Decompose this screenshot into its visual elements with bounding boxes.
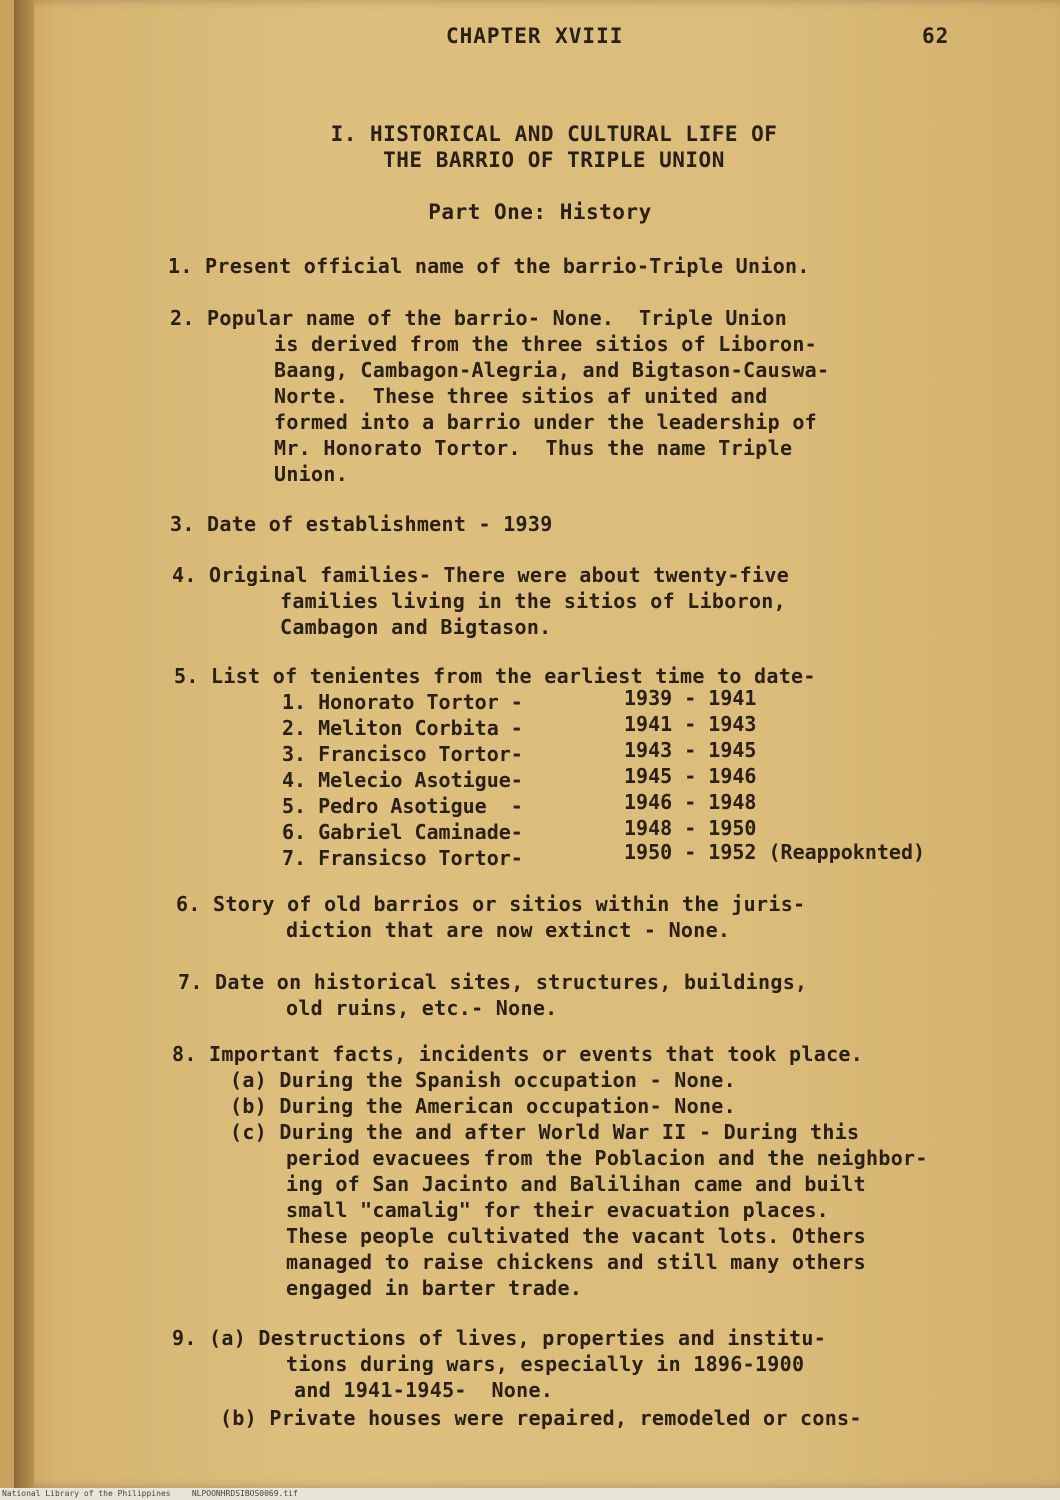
document-title-line2: THE BARRIO OF TRIPLE UNION (383, 148, 725, 172)
item-4-line: families living in the sitios of Liboron, (280, 589, 786, 613)
item-9-line: tions during wars, especially in 1896-1900 (286, 1352, 805, 1376)
teniente-name: 1. Honorato Tortor - (282, 690, 523, 714)
chapter-heading: CHAPTER XVIII (446, 24, 624, 48)
teniente-name: 3. Francisco Tortor- (282, 742, 523, 766)
teniente-name: 7. Fransicso Tortor- (282, 846, 523, 870)
teniente-years: 1948 - 1950 (624, 816, 757, 840)
item-8-line: managed to raise chickens and still many others (286, 1250, 867, 1274)
teniente-years: 1943 - 1945 (624, 738, 757, 762)
teniente-years: 1941 - 1943 (624, 712, 757, 736)
item-8-line: These people cultivated the vacant lots. Others (286, 1224, 867, 1248)
item-5-heading: 5. List of tenientes from the earliest time to date- (174, 664, 816, 688)
item-2-line: Baang, Cambagon-Alegria, and Bigtason-Causwa- (274, 358, 830, 382)
teniente-years: 1939 - 1941 (624, 686, 757, 710)
part-heading: Part One: History (428, 200, 652, 224)
page-number: 62 (922, 24, 950, 48)
item-7-line: old ruins, etc.- None. (286, 996, 558, 1020)
item-4-line: Cambagon and Bigtason. (280, 615, 552, 639)
item-4-line: 4. Original families- There were about twenty-five (172, 563, 790, 587)
footer-filename: NLPOONHRDSIBOS0069.tif (191, 1489, 298, 1498)
item-2-line: Norte. These three sitios af united and (274, 384, 768, 408)
item-2-line: Mr. Honorato Tortor. Thus the name Triple (274, 436, 793, 460)
teniente-name: 6. Gabriel Caminade- (282, 820, 523, 844)
item-8-line: 8. Important facts, incidents or events that took place. (172, 1042, 864, 1066)
item-8-line: small "camalig" for their evacuation places. (286, 1198, 830, 1222)
teniente-years: 1946 - 1948 (624, 790, 757, 814)
item-6-line: 6. Story of old barrios or sitios within the juris- (176, 892, 806, 916)
item-6-line: diction that are now extinct - None. (286, 918, 731, 942)
item-8-line: (c) During the and after World War II - During this (230, 1120, 860, 1144)
archive-footer (0, 1488, 1060, 1500)
teniente-years: 1945 - 1946 (624, 764, 757, 788)
item-1: 1. Present official name of the barrio-Triple Union. (168, 254, 810, 278)
item-2-line: 2. Popular name of the barrio- None. Triple Union (170, 306, 788, 330)
item-8-line: (b) During the American occupation- None. (230, 1094, 736, 1118)
teniente-name: 5. Pedro Asotigue - (282, 794, 523, 818)
item-8-line: ing of San Jacinto and Balilihan came and built (286, 1172, 867, 1196)
item-2-line: formed into a barrio under the leadership of (274, 410, 818, 434)
teniente-name: 2. Meliton Corbita - (282, 716, 523, 740)
footer-source: National Library of the Philippines (2, 1489, 171, 1498)
teniente-name: 4. Melecio Asotigue- (282, 768, 523, 792)
item-7-line: 7. Date on historical sites, structures, buildings, (178, 970, 808, 994)
item-8-line: engaged in barter trade. (286, 1276, 583, 1300)
item-9-line: 9. (a) Destructions of lives, properties and institu- (172, 1326, 827, 1350)
teniente-years: 1950 - 1952 (Reappoknted) (624, 840, 926, 864)
item-2-line: is derived from the three sitios of Liboron- (274, 332, 818, 356)
item-2-line: Union. (274, 462, 349, 486)
item-8-line: (a) During the Spanish occupation - None. (230, 1068, 736, 1092)
item-3: 3. Date of establishment - 1939 (170, 512, 553, 536)
item-9-line: and 1941-1945- None. (294, 1378, 554, 1402)
document-title-line1: I. HISTORICAL AND CULTURAL LIFE OF (330, 122, 778, 146)
item-9-line: (b) Private houses were repaired, remodeled or cons- (220, 1406, 862, 1430)
item-8-line: period evacuees from the Poblacion and the neighbor- (286, 1146, 928, 1170)
